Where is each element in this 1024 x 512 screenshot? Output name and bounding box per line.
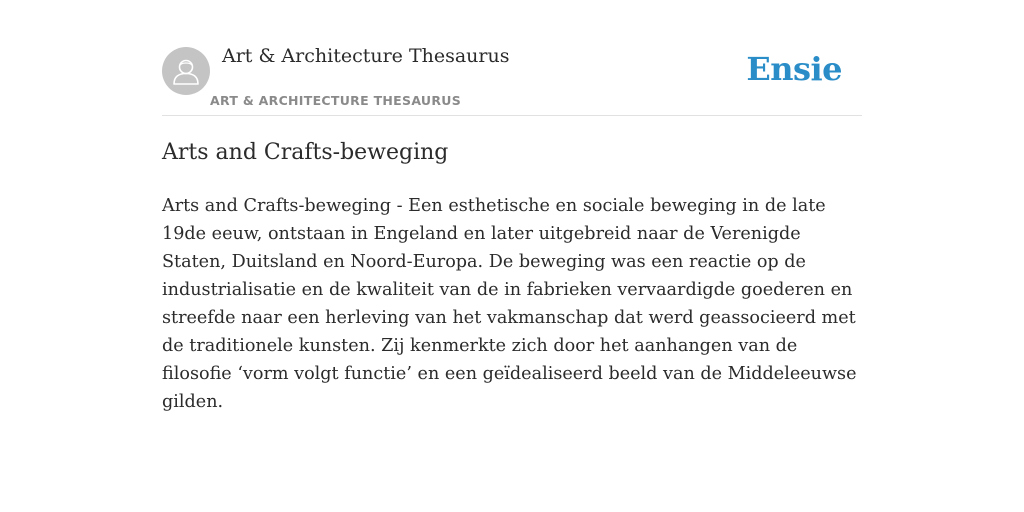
author-name-link[interactable]: Art & Architecture Thesaurus bbox=[222, 45, 510, 67]
definition-text: Arts and Crafts-beweging - Een esthetische en sociale beweging in de late 19de eeuw, ontstaan in Engeland en later uitgebreid naar de Verenigde Staten, Duitsland en Noord-Europa. De beweging was een reactie op de industrialisatie en de kwaliteit van de in fabrieken vervaardigde goederen en streefde naar een herleving van het vakmanschap dat werd geassocieerd met de traditionele kunsten. Zij kenmerkte zich door het aanhangen van de filosofie ‘vorm volgt functie’ en een geïdealiseerd beeld van de Middeleeuwse gilden. bbox=[162, 196, 857, 412]
avatar[interactable] bbox=[162, 47, 210, 95]
brand-logo[interactable]: Ensie bbox=[746, 50, 842, 88]
page-title: Arts and Crafts-beweging bbox=[162, 140, 449, 165]
author-subtitle: ART & ARCHITECTURE THESAURUS bbox=[210, 93, 462, 108]
user-silhouette-icon bbox=[162, 47, 210, 95]
card-header bbox=[162, 0, 862, 116]
definition-card bbox=[162, 0, 862, 412]
